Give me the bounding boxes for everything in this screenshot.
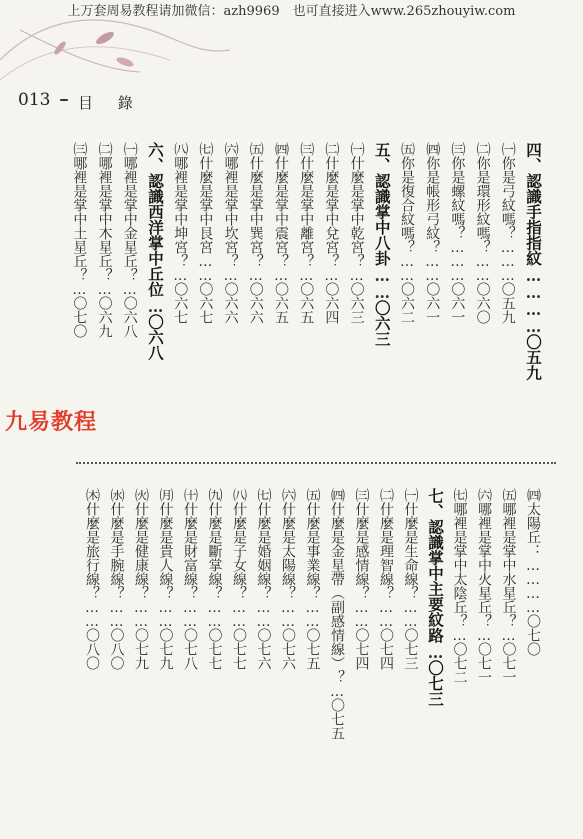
toc-entry-title: ㈢你是螺紋嗎？ [449, 142, 466, 240]
toc-entry [472, 142, 494, 324]
toc-leader-dots: …… [231, 600, 247, 628]
toc-entry [245, 142, 267, 324]
toc-entry [253, 488, 275, 670]
toc-entry-title: ㈢哪裡是掌中土星丘？ [71, 142, 88, 282]
toc-page-number: 〇七七 [206, 628, 223, 670]
toc-entry-title: ㈣什麼是掌中震宮？ [273, 142, 289, 268]
toc-leader-dots: …… [304, 600, 321, 628]
toc-page-number: 〇七九 [157, 628, 174, 670]
toc-leader-dots: ………… [525, 558, 541, 614]
toc-entry-title: ㈪什麼是貴人線？ [157, 488, 174, 600]
toc-leader-dots: … [222, 268, 239, 282]
toc-page-number: 〇七三 [402, 628, 419, 670]
toc-chapter-heading [371, 142, 393, 347]
toc-page-number: 〇六九 [96, 296, 113, 338]
toc-entry-title: ㈡你是環形紋嗎？ [474, 142, 491, 254]
toc-page-number: 〇六〇 [474, 282, 491, 324]
toc-entry-title: ㈤你是復合紋嗎？ [399, 142, 415, 254]
toc-entry [204, 488, 226, 670]
toc-page-number: 〇七五 [329, 698, 345, 740]
toc-entry [106, 488, 128, 670]
toc-entry-title: 七、認識掌中主要紋路 [426, 488, 445, 643]
toc-leader-dots: …… [108, 600, 125, 628]
toc-entry-title: ㈥哪裡是掌中火星丘？ [476, 488, 492, 628]
toc-entry [302, 488, 324, 670]
toc-entry-title: ㈣太陽丘： [525, 488, 541, 558]
toc-leader-dots: …… [84, 600, 100, 628]
toc-entry [68, 142, 90, 338]
toc-page-number: 〇五九 [499, 282, 516, 324]
toc-leader-dots: …… [378, 600, 394, 628]
toc-entry [498, 488, 520, 684]
toc-entry-title: ㈨什麼是斷掌線？ [206, 488, 223, 600]
toc-entry-title: ㈦哪裡是掌中太陰丘？ [451, 488, 468, 628]
toc-page-number: 〇七二 [451, 642, 468, 684]
page-number: 013 [18, 90, 51, 110]
toc-page-number: 〇七八 [182, 628, 198, 670]
toc-page-number: 〇六一 [424, 282, 441, 324]
toc-entry [270, 142, 292, 324]
toc-leader-dots: … [172, 268, 189, 282]
toc-entry [81, 488, 103, 670]
toc-leader-dots: …… [133, 600, 149, 628]
toc-entry [375, 488, 397, 670]
toc-entry [400, 488, 422, 670]
toc-entry-title: ㈡什麼是掌中兌宮？ [323, 142, 340, 268]
toc-entry-title: 四、認識手指指紋 [524, 142, 543, 266]
toc-entry-title: ㈦什麼是婚姻線？ [255, 488, 272, 600]
toc-page-number: 〇七四 [353, 628, 370, 670]
toc-page-number: 〇七一 [476, 642, 492, 684]
toc-entry-title: ㈠什麼是生命線？ [402, 488, 419, 600]
toc-entry-title: ㈧什麼是子女線？ [231, 488, 247, 600]
toc-entry [497, 142, 519, 324]
toc-leader-dots: … [96, 282, 113, 296]
toc-leader-dots: …… [353, 600, 370, 628]
toc-entry-title: ㈡哪裡是掌中木星丘？ [96, 142, 113, 282]
toc-entry-title: ㈤什麼是事業線？ [304, 488, 321, 600]
toc-leader-dots: … [476, 628, 492, 642]
toc-entry [326, 488, 348, 740]
toc-entry-title: ㈥哪裡是掌中坎宮？ [222, 142, 239, 268]
toc-title: 目 錄 [78, 94, 143, 112]
toc-page-number: 〇七〇 [525, 614, 541, 656]
toc-page-number: 〇七六 [255, 628, 272, 670]
toc-page-number: 〇七四 [378, 628, 394, 670]
toc-page-number: 〇七一 [500, 642, 517, 684]
toc-entry-title: ㈩什麼是財富線？ [182, 488, 198, 600]
toc-entry [220, 142, 242, 324]
toc-entry [155, 488, 177, 670]
toc-entry-title: ㈢什麼是感情線？ [353, 488, 370, 600]
toc-entry-title: ㈠什麼是掌中乾宮？ [348, 142, 365, 268]
toc-page-number: 〇六六 [222, 282, 239, 324]
toc-leader-dots: …… [399, 254, 415, 282]
toc-page-number: 〇八〇 [108, 628, 125, 670]
toc-entry [320, 142, 342, 324]
toc-leader-dots: …… [197, 254, 214, 282]
toc-leader-dots: …… [206, 600, 223, 628]
toc-page-number: 〇六七 [197, 282, 214, 324]
toc-entry-title: ㈬什麼是手腕線？ [108, 488, 125, 600]
toc-leader-dots: … [451, 628, 468, 642]
toc-entry [277, 488, 299, 670]
toc-leader-dots: … [323, 268, 340, 282]
toc-entry [446, 142, 468, 324]
toc-chapter-heading [144, 142, 166, 361]
toc-entry-title: ㈠哪裡是掌中金星丘？ [121, 142, 138, 282]
toc-entry [522, 488, 544, 656]
toc-entry-title: ㈣你是帳形弓紋？ [424, 142, 441, 254]
toc-leader-dots: … [247, 268, 264, 282]
toc-entry-title: ㈫什麼是健康線？ [133, 488, 149, 600]
toc-page-number: 〇六三 [348, 282, 365, 324]
toc-page-number: 〇六六 [247, 282, 264, 324]
toc-page-number: 〇六一 [449, 282, 466, 324]
toc-leader-dots: …… [157, 600, 174, 628]
toc-page-number: 〇六五 [298, 282, 315, 324]
section-separator [76, 462, 556, 464]
toc-leader-dots: … [426, 643, 445, 660]
toc-entry [94, 142, 116, 338]
toc-entry [473, 488, 495, 684]
toc-page-number: 〇七五 [304, 628, 321, 670]
toc-leader-dots: …… [402, 600, 419, 628]
toc-leader-dots: ………… [524, 266, 543, 334]
toc-entry-title: 六、認識西洋掌中丘位 [146, 142, 165, 297]
toc-entry [346, 142, 368, 324]
toc-entry [421, 142, 443, 324]
toc-leader-dots: … [273, 268, 289, 282]
toc-chapter-heading [522, 142, 544, 381]
toc-entry-title: 五、認識掌中八卦 [372, 142, 392, 266]
toc-entry-title: ㈤哪裡是掌中水星丘？ [500, 488, 517, 628]
toc-chapter-heading [424, 488, 446, 707]
toc-entry [396, 142, 418, 324]
toc-entry [449, 488, 471, 684]
toc-leader-dots: … [348, 268, 365, 282]
toc-leader-dots: …… [372, 266, 392, 300]
toc-page-number: 〇六八 [121, 296, 138, 338]
toc-leader-dots: … [500, 628, 517, 642]
toc-entry [130, 488, 152, 670]
toc-page-number: 〇七〇 [71, 296, 88, 338]
toc-leader-dots: … [121, 282, 138, 296]
toc-page-number: 〇六五 [273, 282, 289, 324]
toc-page-number: 〇六四 [323, 282, 340, 324]
toc-entry-title: ㈠你是弓紋嗎？ [499, 142, 516, 240]
toc-leader-dots: … [298, 268, 315, 282]
toc-leader-dots: ……… [449, 240, 466, 282]
toc-page-number: 〇六三 [372, 300, 392, 347]
toc-entry [194, 142, 216, 324]
toc-entry-title: ㈦什麼是掌中艮宮 [197, 142, 214, 254]
toc-page-number: 〇六二 [399, 282, 415, 324]
toc-entry [119, 142, 141, 338]
top-banner: 上万套周易教程请加微信：azh9969 也可直接进入www.265zhouyiw.com [67, 4, 516, 19]
toc-page-number: 〇七九 [133, 628, 149, 670]
toc-entry-title: ㈧哪裡是掌中坤宮？ [172, 142, 189, 268]
watermark-text: 九易教程 [5, 410, 98, 435]
toc-page-number: 〇六七 [172, 282, 189, 324]
toc-entry-title: ㈥什麼是太陽線？ [280, 488, 296, 600]
toc-entry [228, 488, 250, 670]
toc-entry-title: ㈢什麼是掌中離宮？ [298, 142, 315, 268]
toc-leader-dots: …… [474, 254, 491, 282]
toc-leader-dots: …… [182, 600, 198, 628]
toc-entry [351, 488, 373, 670]
toc-leader-dots: … [146, 297, 165, 314]
toc-entry [169, 142, 191, 324]
title-dash [60, 99, 68, 101]
toc-entry-title: ㈤什麼是掌中巽宮？ [247, 142, 264, 268]
toc-page-number: 〇七三 [426, 660, 445, 707]
toc-page-number: 〇七六 [280, 628, 296, 670]
toc-leader-dots: … [71, 282, 88, 296]
toc-leader-dots: … [329, 684, 345, 698]
toc-page-number: 〇七七 [231, 628, 247, 670]
toc-entry-title: ㈡什麼是理智線？ [378, 488, 394, 600]
toc-page-number: 〇五九 [524, 334, 543, 381]
toc-page-number: 〇六八 [146, 314, 165, 361]
toc-entry [295, 142, 317, 324]
toc-leader-dots: …… [280, 600, 296, 628]
toc-entry [179, 488, 201, 670]
toc-entry-title: ㈭什麼是旅行線？ [84, 488, 100, 600]
toc-leader-dots: …… [424, 254, 441, 282]
toc-leader-dots: ……… [499, 240, 516, 282]
toc-page-number: 〇八〇 [84, 628, 100, 670]
toc-entry-title: ㈣什麼是金星帶（副感情線）？ [329, 488, 345, 684]
toc-leader-dots: …… [255, 600, 272, 628]
